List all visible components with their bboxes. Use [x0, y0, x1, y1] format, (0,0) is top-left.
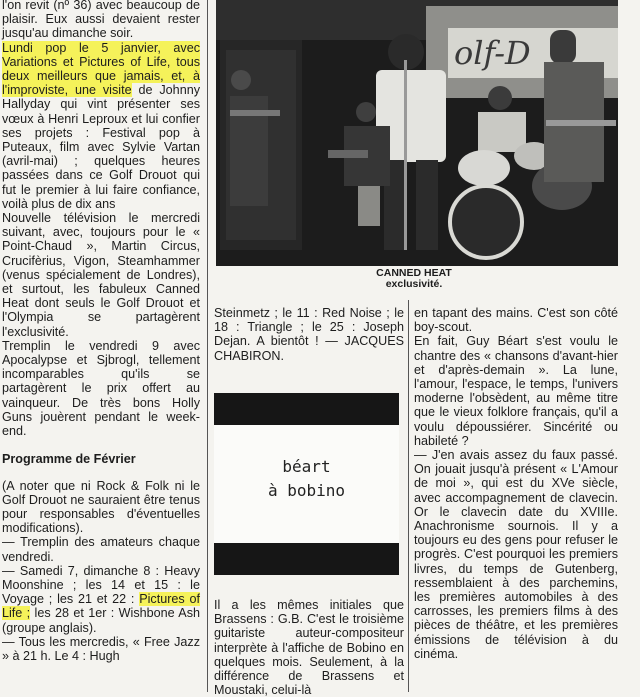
band-photo-graphic	[216, 0, 618, 266]
poster-title-line: béart	[282, 457, 331, 476]
bobino-poster	[214, 393, 399, 575]
poster-band-top	[214, 393, 399, 425]
free-jazz-paragraph: — Tous les mercredis, « Free Jazz » à 21 h. Le 4 : Hugh	[2, 634, 200, 663]
paragraph-text: — Samedi 7, dimanche 8 : Heavy Moonshine ; les 14 et 15 : le Voyage ; les 21 et 22 :	[2, 563, 200, 607]
program-heading: Programme de Février	[2, 452, 136, 467]
weekend-schedule	[2, 564, 200, 635]
golf-drouot-sign: olf-D	[454, 34, 531, 72]
television-paragraph: Nouvelle télévision le mercredi suivant, avec, toujours pour le « Point-Chaud », Martin Circus, Crucifèrius, Vigon, Steamhammer (venus spécialement de Londres), et surtout, les fabuleux Canned Heat dont seuls le Golf Drouot et l'Olympia se partagèrent l'exclusivité.	[2, 211, 200, 339]
tremplin-paragraph: Tremplin le vendredi 9 avec Apocalypse et Sjbrogl, tellement incomparables qu'ils se partagèrent le prix offert au vainqueur. De très bons Holly Guns jouèrent pendant le week-end.	[2, 338, 200, 439]
paragraph-text: les 28 et 1er : Wishbone Ash (groupe anglais).	[2, 606, 200, 635]
caption-subtitle: exclusivité.	[385, 278, 443, 290]
column-divider	[207, 0, 208, 692]
middle-column	[214, 306, 404, 363]
intro-paragraph: l'on revit (nº 36) avec beaucoup de plaisir. Eux aussi devaient rester jusqu'au dimanche soir.	[2, 0, 200, 41]
paragraph: en tapant des mains. C'est son côté boy-scout.	[414, 306, 618, 335]
band-photo	[216, 0, 618, 266]
paragraph-text: de Johnny Hallyday qui vint présenter ses vœux à Henri Leproux et lui confier ses projets : Festival pop à Puteaux, film avec Sylvie Vartan (avril-mai) ; quelques heures passées dans ce Golf Drouot qui fut le premier à lui faire confiance, voilà plus de dix ans	[2, 83, 200, 211]
right-column	[414, 306, 618, 661]
left-column	[2, 0, 200, 663]
disclaimer-paragraph: (A noter que ni Rock & Folk ni le Golf Drouot ne sauraient être tenus pour responsables d'éventuelles modifications).	[2, 478, 200, 536]
poster-band-bottom	[214, 543, 399, 575]
paragraph: Il a les mêmes initiales que Brassens : G.B. C'est le troisième guitariste auteur-compositeur interprète à l'affiche de Bobino en quelques mois. Seulement, à la différence de Brassens et Moustaki, celui-là	[214, 598, 404, 697]
photo-caption	[216, 268, 612, 290]
caption-title: CANNED HEAT	[376, 267, 452, 279]
tremplin-note: — Tremplin des amateurs chaque vendredi.	[2, 535, 200, 564]
paragraph: En fait, Guy Béart s'est voulu le chantre des « chansons d'avant-hier et d'après-demain ». La lune, l'amour, l'espace, le temps, l'univers moderne l'obsèdent, au même titre que le vieux folklore français, qu'il a voulu dépoussiérer. Sincérité ou habileté ?	[414, 334, 618, 448]
monday-pop-paragraph	[2, 41, 200, 211]
paragraph: Steinmetz ; le 11 : Red Noise ; le 18 : Triangle ; le 25 : Joseph Dejan. A bientôt ! — JACQUES CHABIRON.	[214, 306, 404, 363]
middle-column-lower	[214, 598, 404, 697]
highlighted-text: Pictures of Life ;	[2, 592, 200, 621]
paragraph: — J'en avais assez du faux passé. On jouait jusqu'à présent « L'Amour de moi », qui est du XVe siècle, avec accompagnement de clavecin. Or le clavecin date du XVIIIe. Anachronisme sournois. Il y a toujours eu des gens pour refuser le progrès. C'est pourquoi les premiers livres, du temps de Gutenberg, ressemblaient à des parchemins, les premières automobiles à des carrosses, les premiers films à des pièces de théâtre, et les premières émissions de télévision à du cinéma.	[414, 448, 618, 661]
poster-title	[214, 455, 399, 503]
column-divider	[408, 300, 409, 692]
poster-title-line: à bobino	[267, 481, 346, 500]
highlighted-text: Lundi pop le 5 janvier, avec Variations et Pictures of Life, tous deux meilleurs que jamais, et, à l'improviste, une visite	[2, 40, 200, 98]
